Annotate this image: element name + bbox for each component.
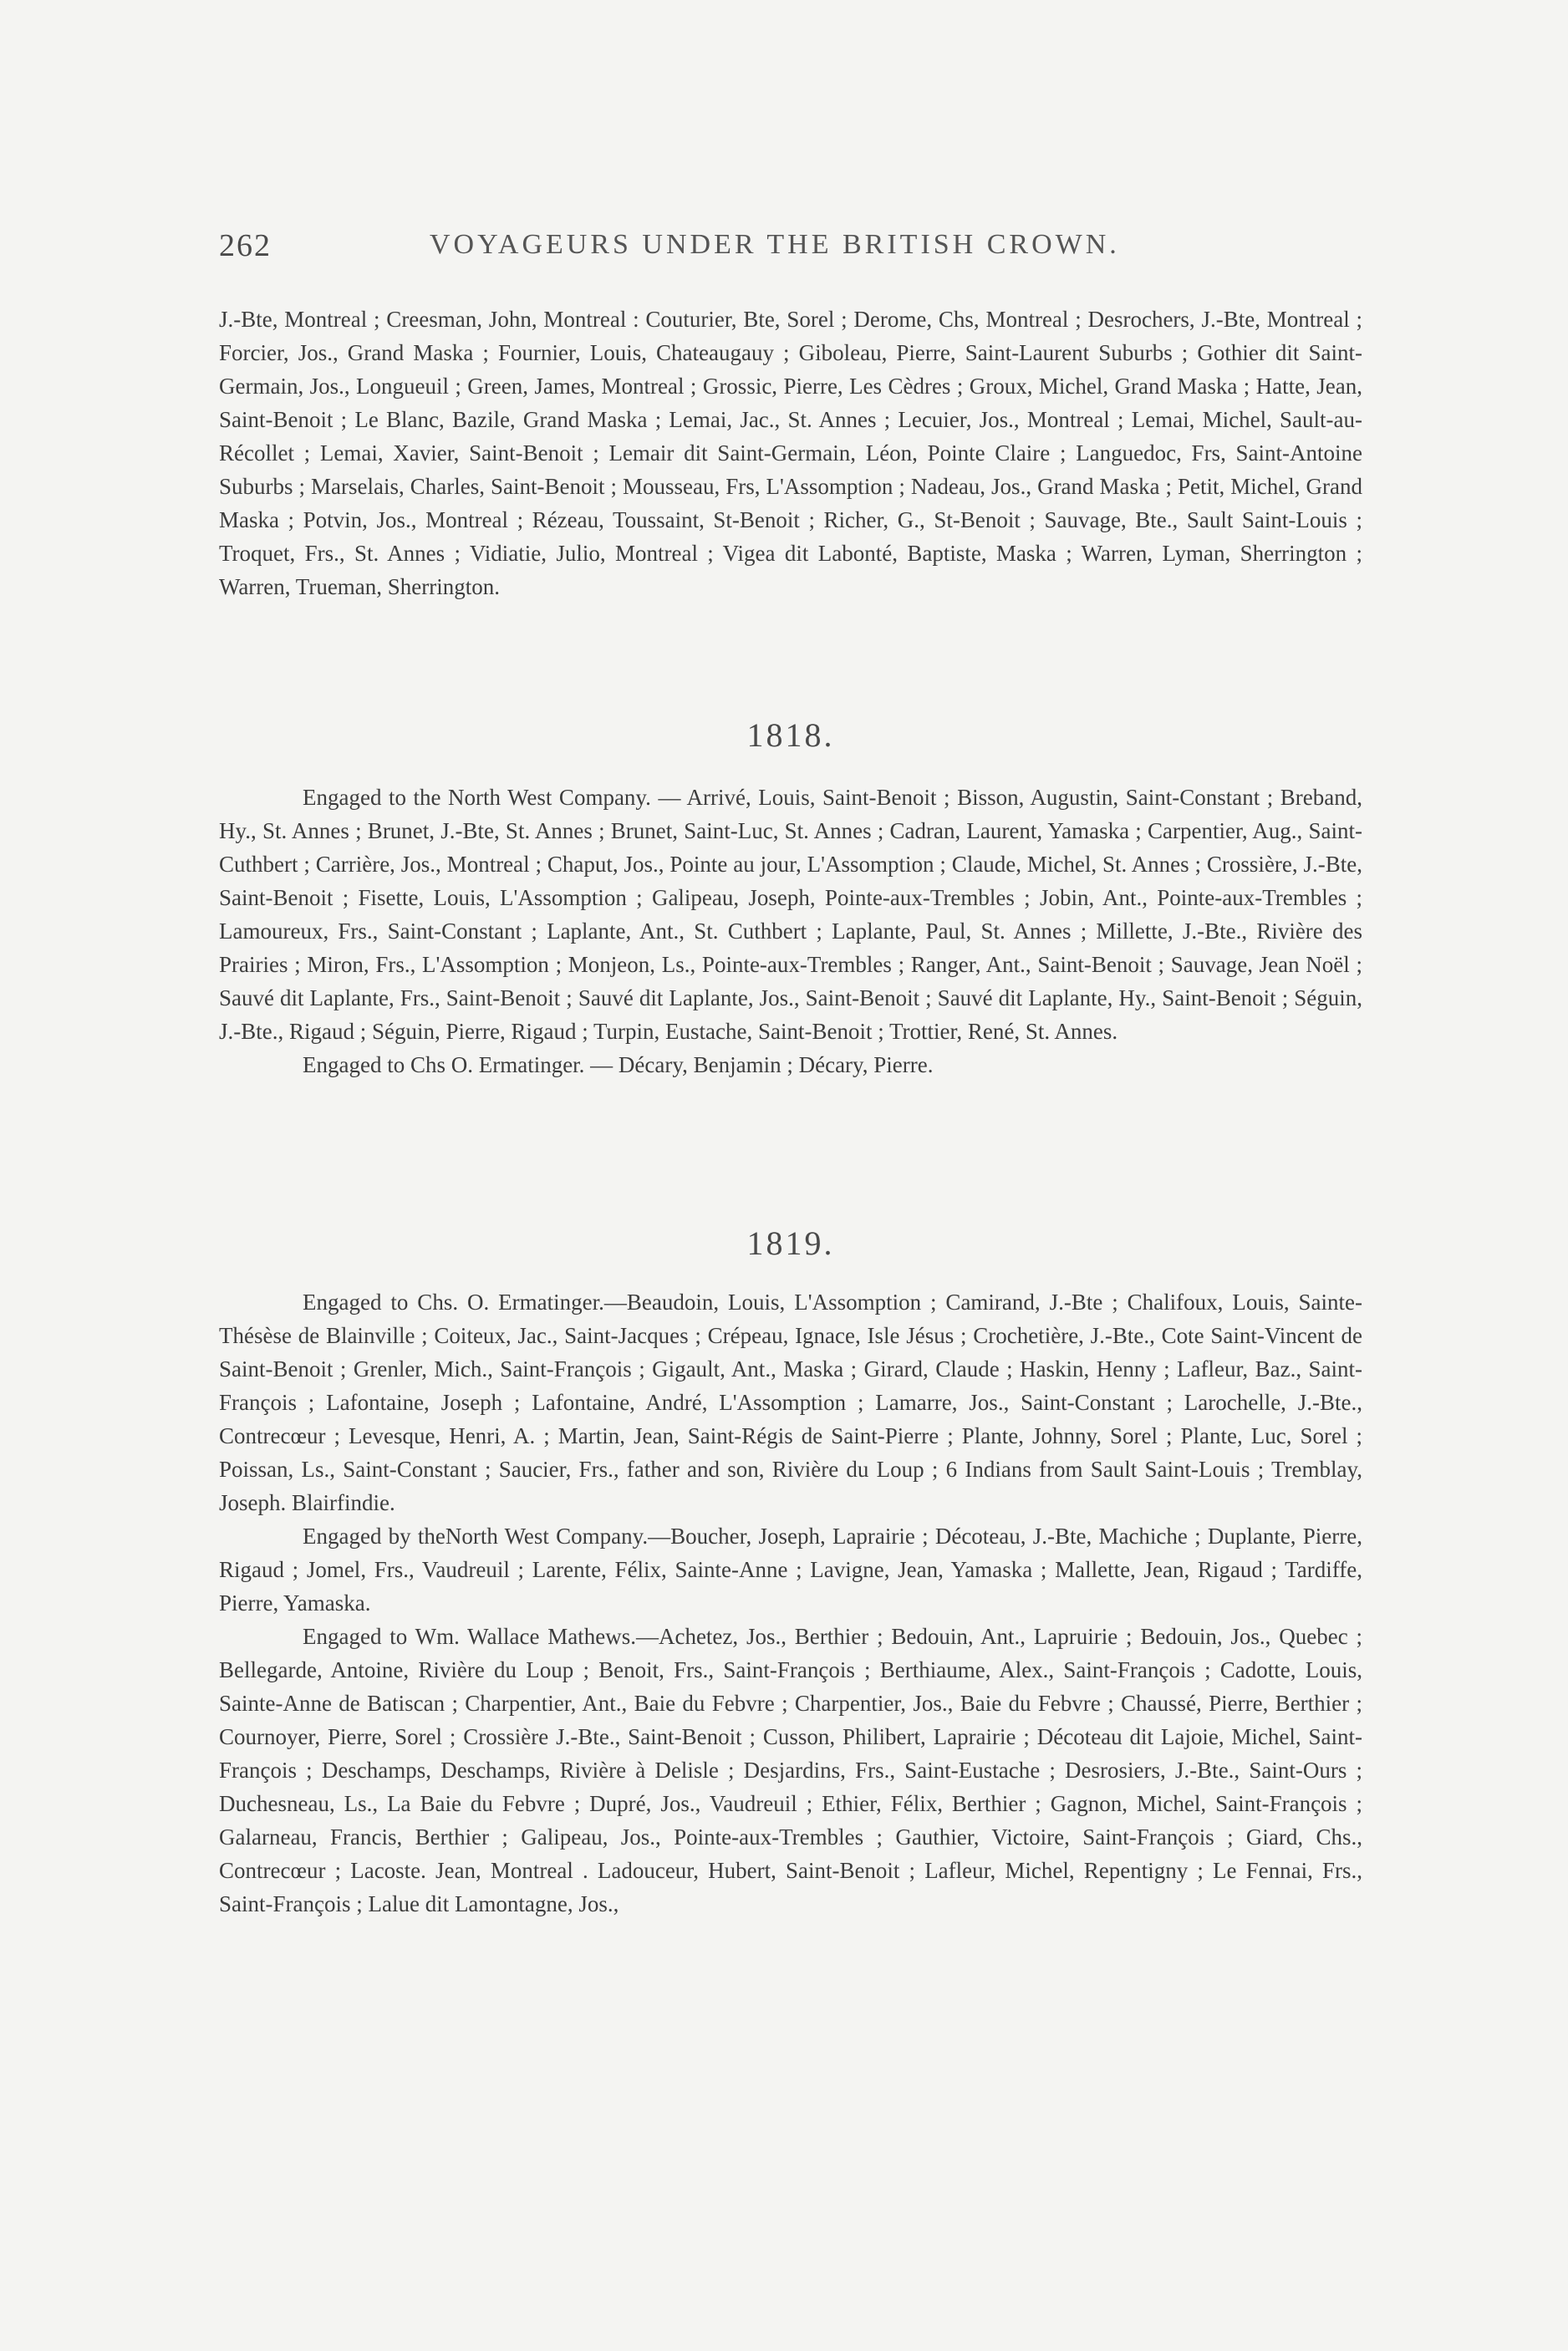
running-title: VOYAGEURS UNDER THE BRITISH CROWN. <box>430 229 1120 260</box>
continuation-block <box>219 303 1362 603</box>
page-number: 262 <box>219 228 272 263</box>
running-head <box>219 227 1155 277</box>
paragraph-mathews-1819: Engaged to Wm. Wallace Mathews.—Achetez, Jos., Berthier ; Bedouin, Ant., Lapruirie ; Bedouin, Jos., Quebec ; Bellegarde, Antoine, Rivière du Loup ; Benoit, Frs., Saint-François ; Berthiaume, Alex., Saint-François ; Cadotte, Louis, Sainte-Anne de Batiscan ; Charpentier, Ant., Baie du Febvre ; Charpentier, Jos., Baie du Febvre ; Chaussé, Pierre, Berthier ; Cournoyer, Pierre, Sorel ; Crossière J.-Bte., Saint-Benoit ; Cusson, Philibert, Laprairie ; Décoteau dit Lajoie, Michel, Saint-François ; Deschamps, Deschamps, Rivière à Delisle ; Desjardins, Frs., Saint-Eustache ; Desrosiers, J.-Bte., Saint-Ours ; Duchesneau, Ls., La Baie du Febvre ; Dupré, Jos., Vaudreuil ; Ethier, Félix, Berthier ; Gagnon, Michel, Saint-François ; Galarneau, Francis, Berthier ; Galipeau, Jos., Pointe-aux-Trembles ; Gauthier, Victoire, Saint-François ; Giard, Chs., Contrecœur ; Lacoste. Jean, Montreal . Ladouceur, Hubert, Saint-Benoit ; Lafleur, Michel, Repentigny ; Le Fennai, Frs., Saint-François ; Lalue dit Lamontagne, Jos., <box>219 1624 1362 1916</box>
year-heading-1818: 1818. <box>746 716 835 754</box>
paragraph-north-west-company-1819: Engaged by theNorth West Company.—Boucher, Joseph, Laprairie ; Décoteau, J.-Bte, Machiche ; Duplante, Pierre, Rigaud ; Jomel, Frs., Vaudreuil ; Larente, Félix, Sainte-Anne ; Lavigne, Jean, Yamaska ; Mallette, Jean, Rigaud ; Tardiffe, Pierre, Yamaska. <box>219 1524 1362 1616</box>
paragraph-ermatinger-1818: Engaged to Chs O. Ermatinger. — Décary, Benjamin ; Décary, Pierre. <box>303 1052 934 1077</box>
paragraph-ermatinger-1819: Engaged to Chs. O. Ermatinger.—Beaudoin, Louis, L'Assomption ; Camirand, J.-Bte ; Chalifoux, Louis, Sainte-Thésèse de Blainville ; Coiteux, Jac., Saint-Jacques ; Crépeau, Ignace, Isle Jésus ; Crochetière, J.-Bte., Cote Saint-Vincent de Saint-Benoit ; Grenler, Mich., Saint-François ; Gigault, Ant., Maska ; Girard, Claude ; Haskin, Henny ; Lafleur, Baz., Saint-François ; Lafontaine, Joseph ; Lafontaine, André, L'Assomption ; Lamarre, Jos., Saint-Constant ; Larochelle, J.-Bte., Contrecœur ; Levesque, Henri, A. ; Martin, Jean, Saint-Régis de Saint-Pierre ; Plante, Johnny, Sorel ; Plante, Luc, Sorel ; Poissan, Ls., Saint-Constant ; Saucier, Frs., father and son, Rivière du Loup ; 6 Indians from Sault Saint-Louis ; Tremblay, Joseph. Blairfindie. <box>219 1290 1362 1515</box>
section-1818 <box>219 781 1362 1081</box>
paragraph-north-west-company-1818: Engaged to the North West Company. — Arrivé, Louis, Saint-Benoit ; Bisson, Augustin, Saint-Constant ; Breband, Hy., St. Annes ; Brunet, J.-Bte, St. Annes ; Brunet, Saint-Luc, St. Annes ; Cadran, Laurent, Yamaska ; Carpentier, Aug., Saint-Cuthbert ; Carrière, Jos., Montreal ; Chaput, Jos., Pointe au jour, L'Assomption ; Claude, Michel, St. Annes ; Crossière, J.-Bte, Saint-Benoit ; Fisette, Louis, L'Assomption ; Galipeau, Joseph, Pointe-aux-Trembles ; Jobin, Ant., Pointe-aux-Trembles ; Lamoureux, Frs., Saint-Constant ; Laplante, Ant., St. Cuthbert ; Laplante, Paul, St. Annes ; Millette, J.-Bte., Rivière des Prairies ; Miron, Frs., L'Assomption ; Monjeon, Ls., Pointe-aux-Trembles ; Ranger, Ant., Saint-Benoit ; Sauvage, Jean Noël ; Sauvé dit Laplante, Frs., Saint-Benoit ; Sauvé dit Laplante, Jos., Saint-Benoit ; Sauvé dit Laplante, Hy., Saint-Benoit ; Séguin, J.-Bte., Rigaud ; Séguin, Pierre, Rigaud ; Turpin, Eustache, Saint-Benoit ; Trottier, René, St. Annes. <box>219 785 1362 1044</box>
year-heading-1819: 1819. <box>746 1224 835 1262</box>
continuation-paragraph: J.-Bte, Montreal ; Creesman, John, Montreal : Couturier, Bte, Sorel ; Derome, Chs, Montreal ; Desrochers, J.-Bte, Montreal ; Forcier, Jos., Grand Maska ; Fournier, Louis, Chateaugauy ; Giboleau, Pierre, Saint-Laurent Suburbs ; Gothier dit Saint-Germain, Jos., Longueuil ; Green, James, Montreal ; Grossic, Pierre, Les Cèdres ; Groux, Michel, Grand Maska ; Hatte, Jean, Saint-Benoit ; Le Blanc, Bazile, Grand Maska ; Lemai, Jac., St. Annes ; Lecuier, Jos., Montreal ; Lemai, Michel, Sault-au-Récollet ; Lemai, Xavier, Saint-Benoit ; Lemair dit Saint-Germain, Léon, Pointe Claire ; Languedoc, Frs, Saint-Antoine Suburbs ; Marselais, Charles, Saint-Benoit ; Mousseau, Frs, L'Assomption ; Nadeau, Jos., Grand Maska ; Petit, Michel, Grand Maska ; Potvin, Jos., Montreal ; Rézeau, Toussaint, St-Benoit ; Richer, G., St-Benoit ; Sauvage, Bte., Sault Saint-Louis ; Troquet, Frs., St. Annes ; Vidiatie, Julio, Montreal ; Vigea dit Labonté, Baptiste, Maska ; Warren, Lyman, Sherrington ; Warren, Trueman, Sherrington. <box>219 307 1362 599</box>
section-1819 <box>219 1285 1362 1921</box>
